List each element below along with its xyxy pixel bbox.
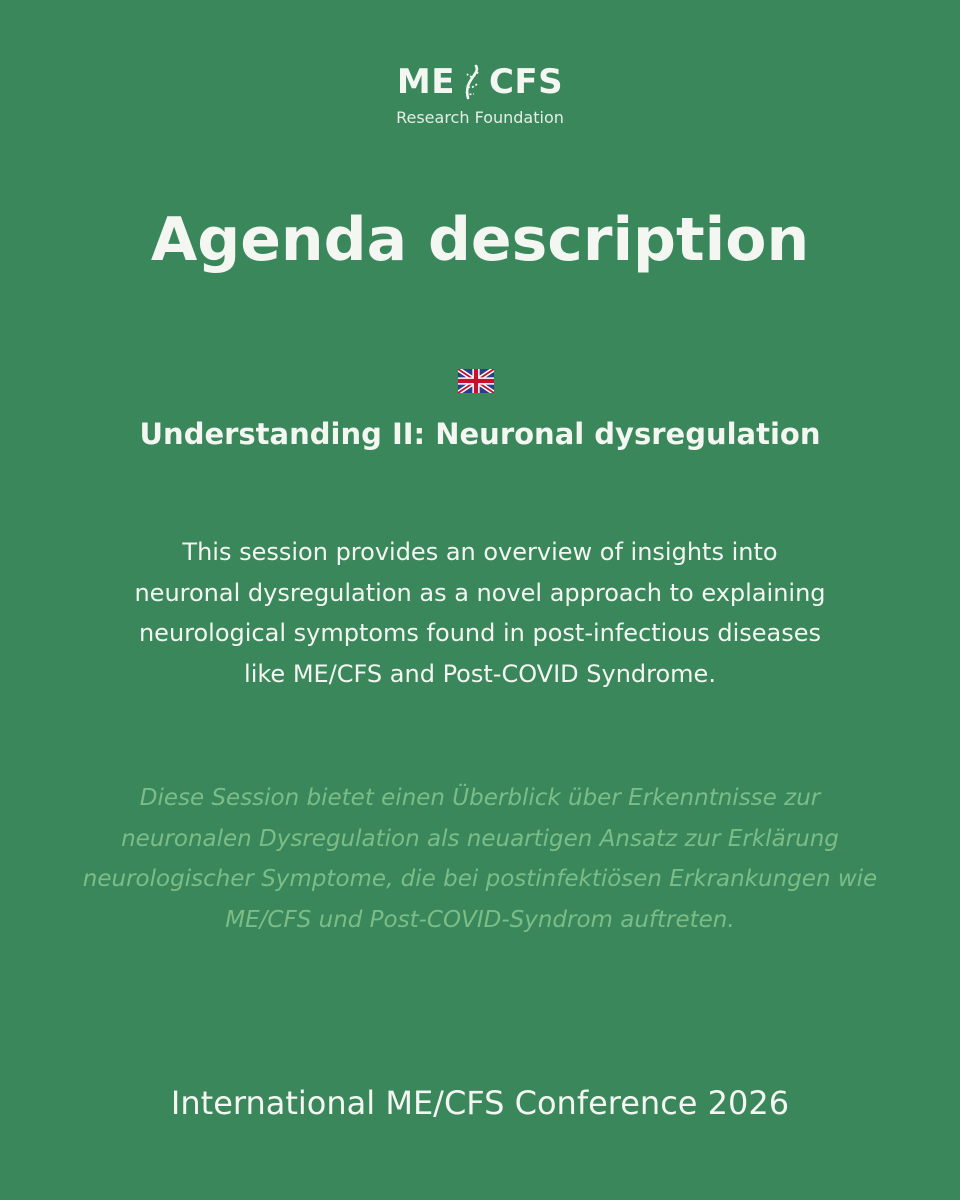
page-title: Agenda description — [150, 205, 810, 275]
description-german: Diese Session bietet einen Überblick über Erkenntnisse zur neuronalen Dysregulation als neuartigen Ansatz zur Erklärung neurologischer Symptome, die bei postinfektiösen Erkrankungen wie ME/CFS und Post-COVID-Syndrom auftreten. — [82, 785, 878, 933]
logo-wordmark — [397, 62, 563, 102]
conference-name: International ME/CFS Conference 2026 — [170, 1084, 790, 1122]
logo — [0, 62, 960, 128]
logo-text-cfs: CFS — [488, 62, 564, 102]
description-english: This session provides an overview of insights into neuronal dysregulation as a novel approach to explaining neurological symptoms found in post-infectious diseases like ME/CFS and Post-COVID Syndrome. — [134, 538, 826, 688]
session-title: Understanding II: Neuronal dysregulation — [139, 417, 821, 451]
logo-subtitle: Research Foundation — [396, 108, 564, 127]
uk-flag-icon — [458, 369, 494, 393]
dna-helix-icon — [461, 64, 483, 100]
logo-text-me: ME — [396, 62, 455, 102]
